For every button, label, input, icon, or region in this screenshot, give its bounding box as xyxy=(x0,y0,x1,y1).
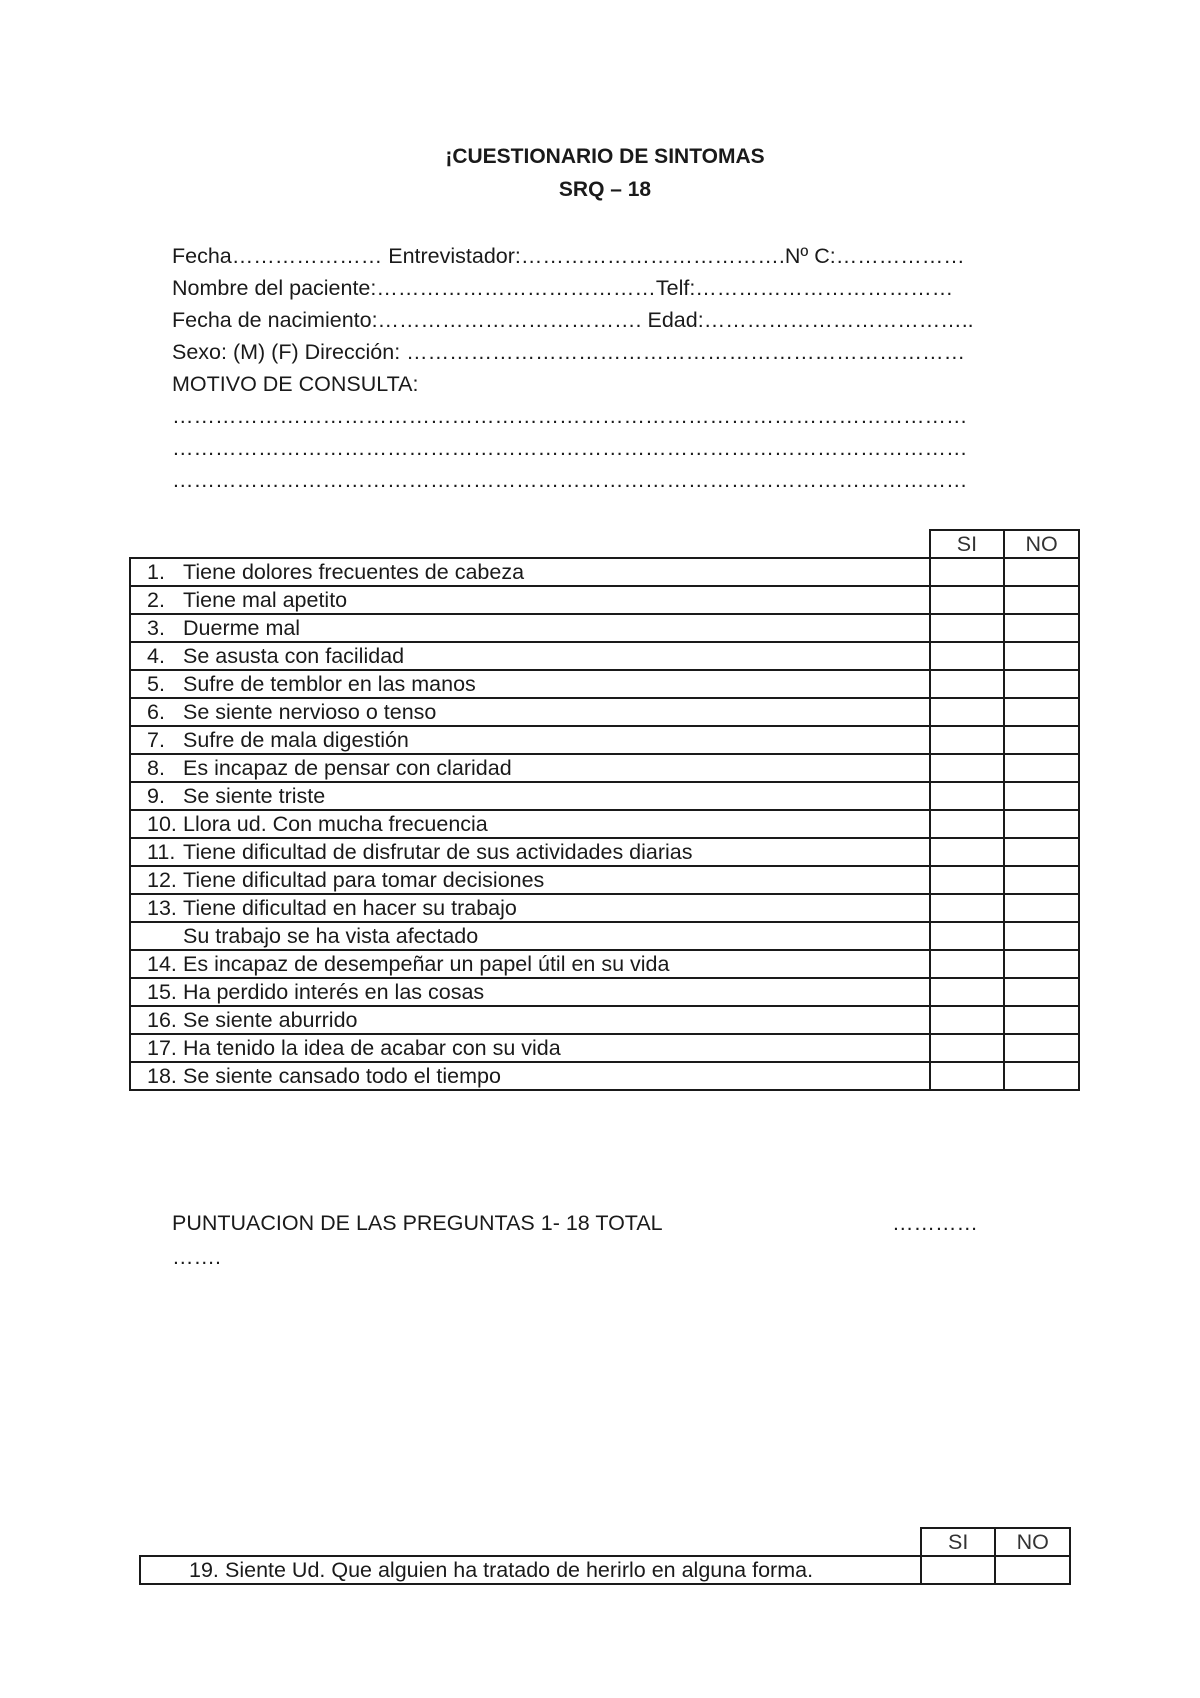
answer-no-cell[interactable] xyxy=(1004,978,1079,1006)
patient-info-block xyxy=(172,240,1072,496)
question-text: Tiene dolores frecuentes de cabeza xyxy=(183,560,525,584)
table-row xyxy=(130,978,1079,1006)
question-text: Tiene dificultad para tomar decisiones xyxy=(183,868,545,892)
answer-no-cell[interactable] xyxy=(1004,586,1079,614)
question-number: 3. xyxy=(147,616,165,640)
table-header-row xyxy=(130,530,1079,558)
question-text: Ha perdido interés en las cosas xyxy=(183,980,485,1004)
form-subtitle: SRQ – 18 xyxy=(558,178,652,201)
table-row xyxy=(130,726,1079,754)
answer-no-cell[interactable] xyxy=(1004,558,1079,586)
table-row xyxy=(140,1556,1070,1584)
header-blank xyxy=(130,530,930,558)
question-text-cell xyxy=(130,754,930,782)
score-total-field[interactable]: ………… xyxy=(892,1211,978,1235)
table-row xyxy=(130,810,1079,838)
question-text: Se siente cansado todo el tiempo xyxy=(183,1064,501,1088)
consult-reason-line-3[interactable]: ………………………………………………………………………………………………… xyxy=(172,468,968,492)
score-dots-continued[interactable]: ……. xyxy=(172,1245,221,1269)
column-no: NO xyxy=(1004,530,1079,558)
question-text-cell xyxy=(130,670,930,698)
question-text-cell xyxy=(130,1062,930,1090)
question-text-cell xyxy=(130,810,930,838)
table-row xyxy=(130,642,1079,670)
question-number: 6. xyxy=(147,700,165,724)
answer-si-cell[interactable] xyxy=(930,614,1005,642)
birthdate-line[interactable]: Fecha de nacimiento:………………………………. Edad:……………………………….. xyxy=(172,308,974,332)
question-number: 5. xyxy=(147,672,165,696)
answer-si-cell[interactable] xyxy=(921,1556,995,1584)
table-row xyxy=(130,950,1079,978)
question-number: 8. xyxy=(147,756,165,780)
table-row xyxy=(130,782,1079,810)
answer-si-cell[interactable] xyxy=(930,726,1005,754)
question-text: Se siente triste xyxy=(183,784,326,808)
question-text: Sufre de mala digestión xyxy=(183,728,409,752)
answer-si-cell[interactable] xyxy=(930,1034,1005,1062)
question-text-cell xyxy=(130,950,930,978)
answer-si-cell[interactable] xyxy=(930,838,1005,866)
question-text-cell xyxy=(130,782,930,810)
table-header-row xyxy=(140,1528,1070,1556)
question-number: 14. xyxy=(147,952,177,976)
patient-name-line[interactable]: Nombre del paciente:…………………………………Telf:……………………………… xyxy=(172,276,954,300)
answer-si-cell[interactable] xyxy=(930,754,1005,782)
date-interviewer-line[interactable]: Fecha………………… Entrevistador:……………………………….Nº C:……………… xyxy=(172,244,965,268)
score-section xyxy=(172,1206,978,1274)
table-row xyxy=(130,670,1079,698)
answer-si-cell[interactable] xyxy=(930,810,1005,838)
header-blank xyxy=(140,1528,921,1556)
table-row xyxy=(130,558,1079,586)
table-row xyxy=(130,754,1079,782)
question-text-cell xyxy=(130,1034,930,1062)
table-row xyxy=(130,1062,1079,1090)
score-label: PUNTUACION DE LAS PREGUNTAS 1- 18 TOTAL xyxy=(172,1211,663,1235)
question-number: 13. xyxy=(147,896,177,920)
answer-si-cell[interactable] xyxy=(930,586,1005,614)
question-text: Llora ud. Con mucha frecuencia xyxy=(183,812,488,836)
question-number: 16. xyxy=(147,1008,177,1032)
answer-si-cell[interactable] xyxy=(930,558,1005,586)
question-text-cell xyxy=(130,894,930,922)
answer-no-cell[interactable] xyxy=(1004,614,1079,642)
question-number: 1. xyxy=(147,560,165,584)
question-number: 10. xyxy=(147,812,177,836)
answer-no-cell[interactable] xyxy=(1004,1034,1079,1062)
question-number: 2. xyxy=(147,588,165,612)
question-number: 4. xyxy=(147,644,165,668)
question-number: 15. xyxy=(147,980,177,1004)
answer-no-cell[interactable] xyxy=(1004,810,1079,838)
question-text: Tiene dificultad en hacer su trabajo xyxy=(183,896,517,920)
question-text-cell xyxy=(130,838,930,866)
table-row xyxy=(130,698,1079,726)
question-text-cell xyxy=(130,698,930,726)
symptoms-table xyxy=(129,529,1080,1091)
question-text: Tiene dificultad de disfrutar de sus actividades diarias xyxy=(183,840,693,864)
answer-no-cell[interactable] xyxy=(995,1556,1070,1584)
answer-si-cell[interactable] xyxy=(930,1006,1005,1034)
consult-reason-line-1[interactable]: ………………………………………………………………………………………………… xyxy=(172,404,968,428)
answer-si-cell[interactable] xyxy=(930,1062,1005,1090)
answer-no-cell[interactable] xyxy=(1004,950,1079,978)
question-number: 18. xyxy=(147,1064,177,1088)
question-text: Ha tenido la idea de acabar con su vida xyxy=(183,1036,561,1060)
answer-si-cell[interactable] xyxy=(930,866,1005,894)
question-text: Siente Ud. Que alguien ha tratado de herirlo en alguna forma. xyxy=(225,1558,814,1582)
question-text-cell xyxy=(130,586,930,614)
sex-address-line[interactable]: Sexo: (M) (F) Dirección: …………………………………………………………………… xyxy=(172,340,966,364)
table-row xyxy=(130,1034,1079,1062)
column-si: SI xyxy=(921,1528,995,1556)
answer-si-cell[interactable] xyxy=(930,782,1005,810)
question-text: Tiene mal apetito xyxy=(183,588,348,612)
consult-reason-label: MOTIVO DE CONSULTA: xyxy=(172,372,419,396)
answer-si-cell[interactable] xyxy=(930,894,1005,922)
answer-no-cell[interactable] xyxy=(1004,1062,1079,1090)
question-number: 11. xyxy=(147,840,176,864)
answer-no-cell[interactable] xyxy=(1004,698,1079,726)
answer-no-cell[interactable] xyxy=(1004,894,1079,922)
question-text-cell xyxy=(130,558,930,586)
question-number: 7. xyxy=(147,728,165,752)
answer-si-cell[interactable] xyxy=(930,642,1005,670)
answer-si-cell[interactable] xyxy=(930,922,1005,950)
answer-no-cell[interactable] xyxy=(1004,1006,1079,1034)
question-text: Se siente nervioso o tenso xyxy=(183,700,437,724)
answer-no-cell[interactable] xyxy=(1004,838,1079,866)
question-text-cell xyxy=(130,1006,930,1034)
answer-si-cell[interactable] xyxy=(930,978,1005,1006)
answer-si-cell[interactable] xyxy=(930,950,1005,978)
question-text: Sufre de temblor en las manos xyxy=(183,672,476,696)
question-text-cell xyxy=(130,866,930,894)
form-title: ¡CUESTIONARIO DE SINTOMAS xyxy=(445,145,765,168)
question-text-cell xyxy=(130,922,930,950)
question-number: 19. xyxy=(189,1558,219,1582)
answer-no-cell[interactable] xyxy=(1004,670,1079,698)
table-row xyxy=(130,894,1079,922)
question-19-table xyxy=(139,1527,1071,1585)
table-row xyxy=(130,586,1079,614)
question-text: Su trabajo se ha vista afectado xyxy=(183,924,479,948)
table-row xyxy=(130,614,1079,642)
answer-no-cell[interactable] xyxy=(1004,866,1079,894)
answer-si-cell[interactable] xyxy=(930,670,1005,698)
question-text-cell xyxy=(140,1556,921,1584)
answer-si-cell[interactable] xyxy=(930,698,1005,726)
question-text: Duerme mal xyxy=(183,616,301,640)
question-text-cell xyxy=(130,642,930,670)
question-number: 12. xyxy=(147,868,177,892)
answer-no-cell[interactable] xyxy=(1004,726,1079,754)
question-number: 9. xyxy=(147,784,165,808)
column-no: NO xyxy=(995,1528,1070,1556)
table-row xyxy=(130,1006,1079,1034)
table-row xyxy=(130,838,1079,866)
question-text: Se siente aburrido xyxy=(183,1008,358,1032)
question-text: Es incapaz de pensar con claridad xyxy=(183,756,512,780)
question-text-cell xyxy=(130,978,930,1006)
answer-no-cell[interactable] xyxy=(1004,754,1079,782)
answer-no-cell[interactable] xyxy=(1004,642,1079,670)
table-row xyxy=(130,922,1079,950)
question-text-cell xyxy=(130,726,930,754)
question-text-cell xyxy=(130,614,930,642)
table-row xyxy=(130,866,1079,894)
question-number: 17. xyxy=(147,1036,177,1060)
question-text: Se asusta con facilidad xyxy=(183,644,405,668)
answer-no-cell[interactable] xyxy=(1004,782,1079,810)
column-si: SI xyxy=(930,530,1005,558)
question-text: Es incapaz de desempeñar un papel útil en su vida xyxy=(183,952,670,976)
answer-no-cell[interactable] xyxy=(1004,922,1079,950)
consult-reason-line-2[interactable]: ………………………………………………………………………………………………… xyxy=(172,436,968,460)
